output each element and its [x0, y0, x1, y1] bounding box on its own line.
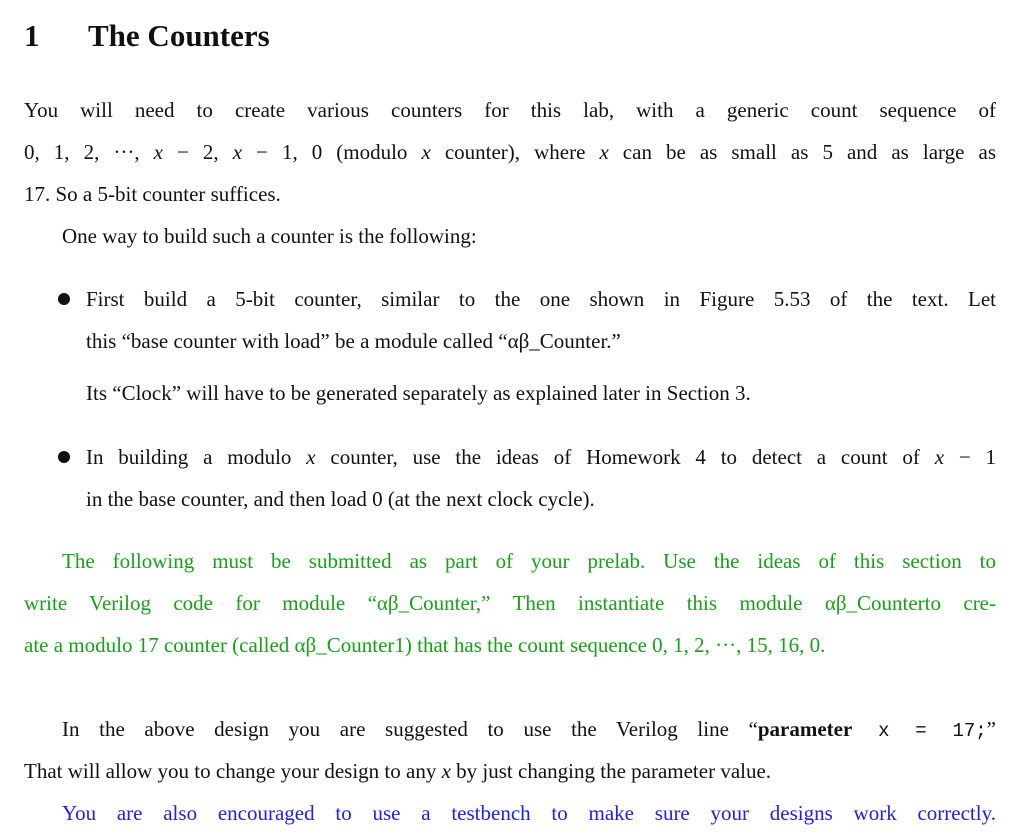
section-number: 1 — [24, 18, 40, 53]
encourage-line: You are also encouraged to use a testbench to make sure your designs work correctly. — [62, 801, 996, 825]
prelab-line-1: The following must be submitted as part of your prelab. Use the ideas of this section to — [62, 549, 996, 573]
section-heading — [24, 18, 270, 54]
prelab-line-3: ate a modulo 17 counter (called αβ_Counter1) that has the count sequence 0, 1, 2, ···, 15, 16, 0. — [24, 633, 826, 657]
intro-line-3: 17. So a 5-bit counter suffices. — [24, 182, 281, 206]
section-title: The Counters — [88, 18, 270, 53]
prelab-line-2: write Verilog code for module “αβ_Counter,” Then instantiate this module αβ_Counterto cre- — [24, 591, 996, 615]
param-line-2: That will allow you to change your design to any x by just changing the parameter value. — [24, 759, 772, 783]
intro-line-4: One way to build such a counter is the following: — [62, 224, 477, 248]
bullet-dot — [58, 451, 70, 463]
bullet-dot — [58, 293, 70, 305]
param-line-1: In the above design you are suggested to use the Verilog line “parameter x = 17;” — [62, 717, 996, 742]
bullet-2-line-2: in the base counter, and then load 0 (at the next clock cycle). — [86, 487, 595, 511]
parameter-keyword: parameter — [757, 717, 853, 741]
bullet-1-line-2: this “base counter with load” be a module called “αβ_Counter.” — [86, 329, 621, 353]
bullet-1-line-1: First build a 5-bit counter, similar to the one shown in Figure 5.53 of the text. Let — [86, 287, 996, 311]
bullet-2-line-1: In building a modulo x counter, use the ideas of Homework 4 to detect a count of x − 1 — [86, 445, 996, 469]
intro-line-1: You will need to create various counters for this lab, with a generic count sequence of — [24, 98, 996, 122]
bullet-1-line-3: Its “Clock” will have to be generated separately as explained later in Section 3. — [86, 381, 751, 405]
intro-line-2: 0, 1, 2, ···, x − 2, x − 1, 0 (modulo x counter), where x can be as small as 5 and as large as — [24, 140, 997, 164]
